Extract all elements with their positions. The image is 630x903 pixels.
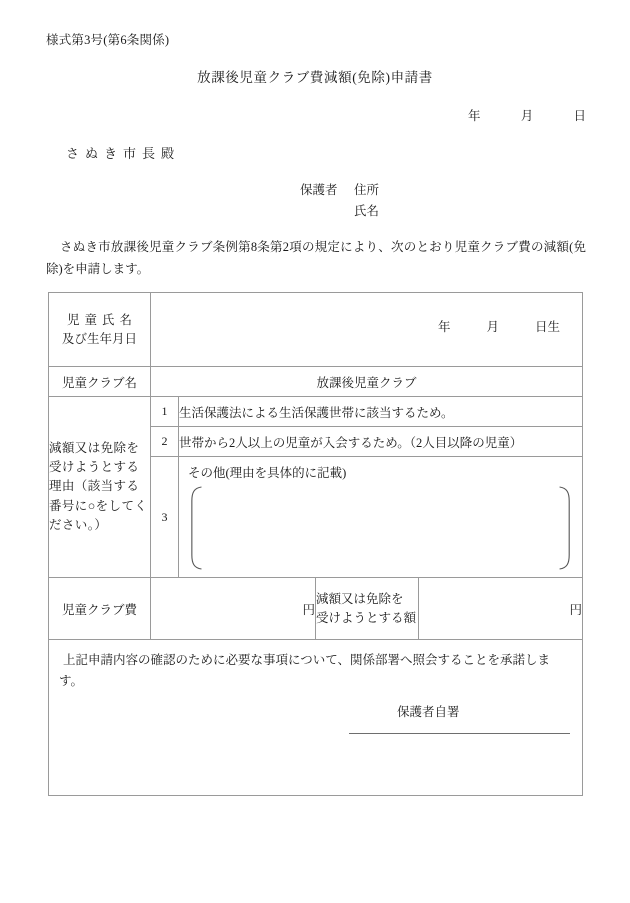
- consent-body: [49, 640, 582, 795]
- reason-text-1[interactable]: 生活保護法による生活保護世帯に該当するため。: [179, 397, 583, 427]
- date-year-label: 年: [467, 109, 481, 123]
- child-name-label-line1: 児童氏名: [66, 312, 137, 327]
- intro-paragraph: さぬき市放課後児童クラブ条例第8条第2項の規定により、次のとおり児童クラブ費の減額(免除)を申請します。: [46, 240, 586, 276]
- reason-3-body: [179, 457, 582, 577]
- table-row-reason-1: [49, 397, 583, 427]
- table-row-child-name: [49, 293, 583, 367]
- child-name-input-cell[interactable]: [151, 293, 583, 367]
- date-line: [468, 106, 586, 124]
- application-form-table: [48, 292, 583, 796]
- reason-number-1[interactable]: 1: [151, 397, 179, 427]
- free-text-bracket-area[interactable]: [188, 485, 573, 571]
- signature-block: [349, 702, 570, 734]
- child-name-label-line2: 及び生年月日: [61, 331, 137, 346]
- reduction-label-cell: [316, 578, 419, 640]
- dob-day-label: 日生: [535, 319, 561, 334]
- guardian-name-label: 氏名: [354, 203, 380, 218]
- reason-text-3: その他(理由を具体的に記載): [188, 466, 347, 480]
- reduction-unit-label: 円: [569, 602, 583, 617]
- form-number: 様式第3号(第6条関係): [46, 33, 170, 47]
- reduction-amount-cell[interactable]: [419, 578, 583, 640]
- date-day-label: 日: [573, 109, 586, 123]
- table-row-fee: [49, 578, 583, 640]
- fee-amount-cell[interactable]: [151, 578, 316, 640]
- reason-number-2[interactable]: 2: [151, 427, 179, 457]
- addressee: さぬき市長殿: [66, 146, 181, 161]
- child-name-label-cell: [49, 293, 151, 367]
- club-name-label-cell: 児童クラブ名: [49, 367, 151, 397]
- dob-year-label: 年: [438, 319, 451, 334]
- consent-text: 上記申請内容の確認のために必要な事項について、関係部署へ照会することを承諾します。: [59, 653, 551, 689]
- reduction-label-line1: 減額又は免除を: [316, 592, 404, 607]
- guardian-address-row: [300, 180, 379, 201]
- reason-label-cell: 減額又は免除を受けようとする理由（該当する番号に○をしてください。）: [49, 397, 151, 578]
- guardian-block: [300, 180, 379, 221]
- date-month-label: 月: [520, 109, 534, 123]
- reason-text-3-cell[interactable]: [179, 457, 583, 578]
- fee-unit-label: 円: [302, 602, 315, 617]
- signature-label: 保護者自署: [397, 705, 460, 719]
- guardian-heading: 保護者: [300, 183, 338, 197]
- reason-number-3[interactable]: 3: [151, 457, 179, 578]
- reason-text-2[interactable]: 世帯から2人以上の児童が入会するため。（2人目以降の児童）: [179, 427, 583, 457]
- dob-month-label: 月: [486, 319, 500, 334]
- table-row-consent: [49, 640, 583, 796]
- bracket-pair-icon: [188, 485, 573, 571]
- consent-cell: [49, 640, 583, 796]
- guardian-address-label: 住所: [354, 183, 380, 197]
- signature-line[interactable]: [349, 733, 570, 734]
- dob-line: [151, 317, 582, 343]
- guardian-name-row: [300, 201, 379, 222]
- document-title: 放課後児童クラブ費減額(免除)申請書: [197, 70, 433, 85]
- club-name-value-cell[interactable]: 放課後児童クラブ: [151, 367, 583, 397]
- fee-label-cell: 児童クラブ費: [49, 578, 151, 640]
- table-row-club-name: [49, 367, 583, 397]
- reduction-label-line2: 受けようとする額: [316, 610, 417, 625]
